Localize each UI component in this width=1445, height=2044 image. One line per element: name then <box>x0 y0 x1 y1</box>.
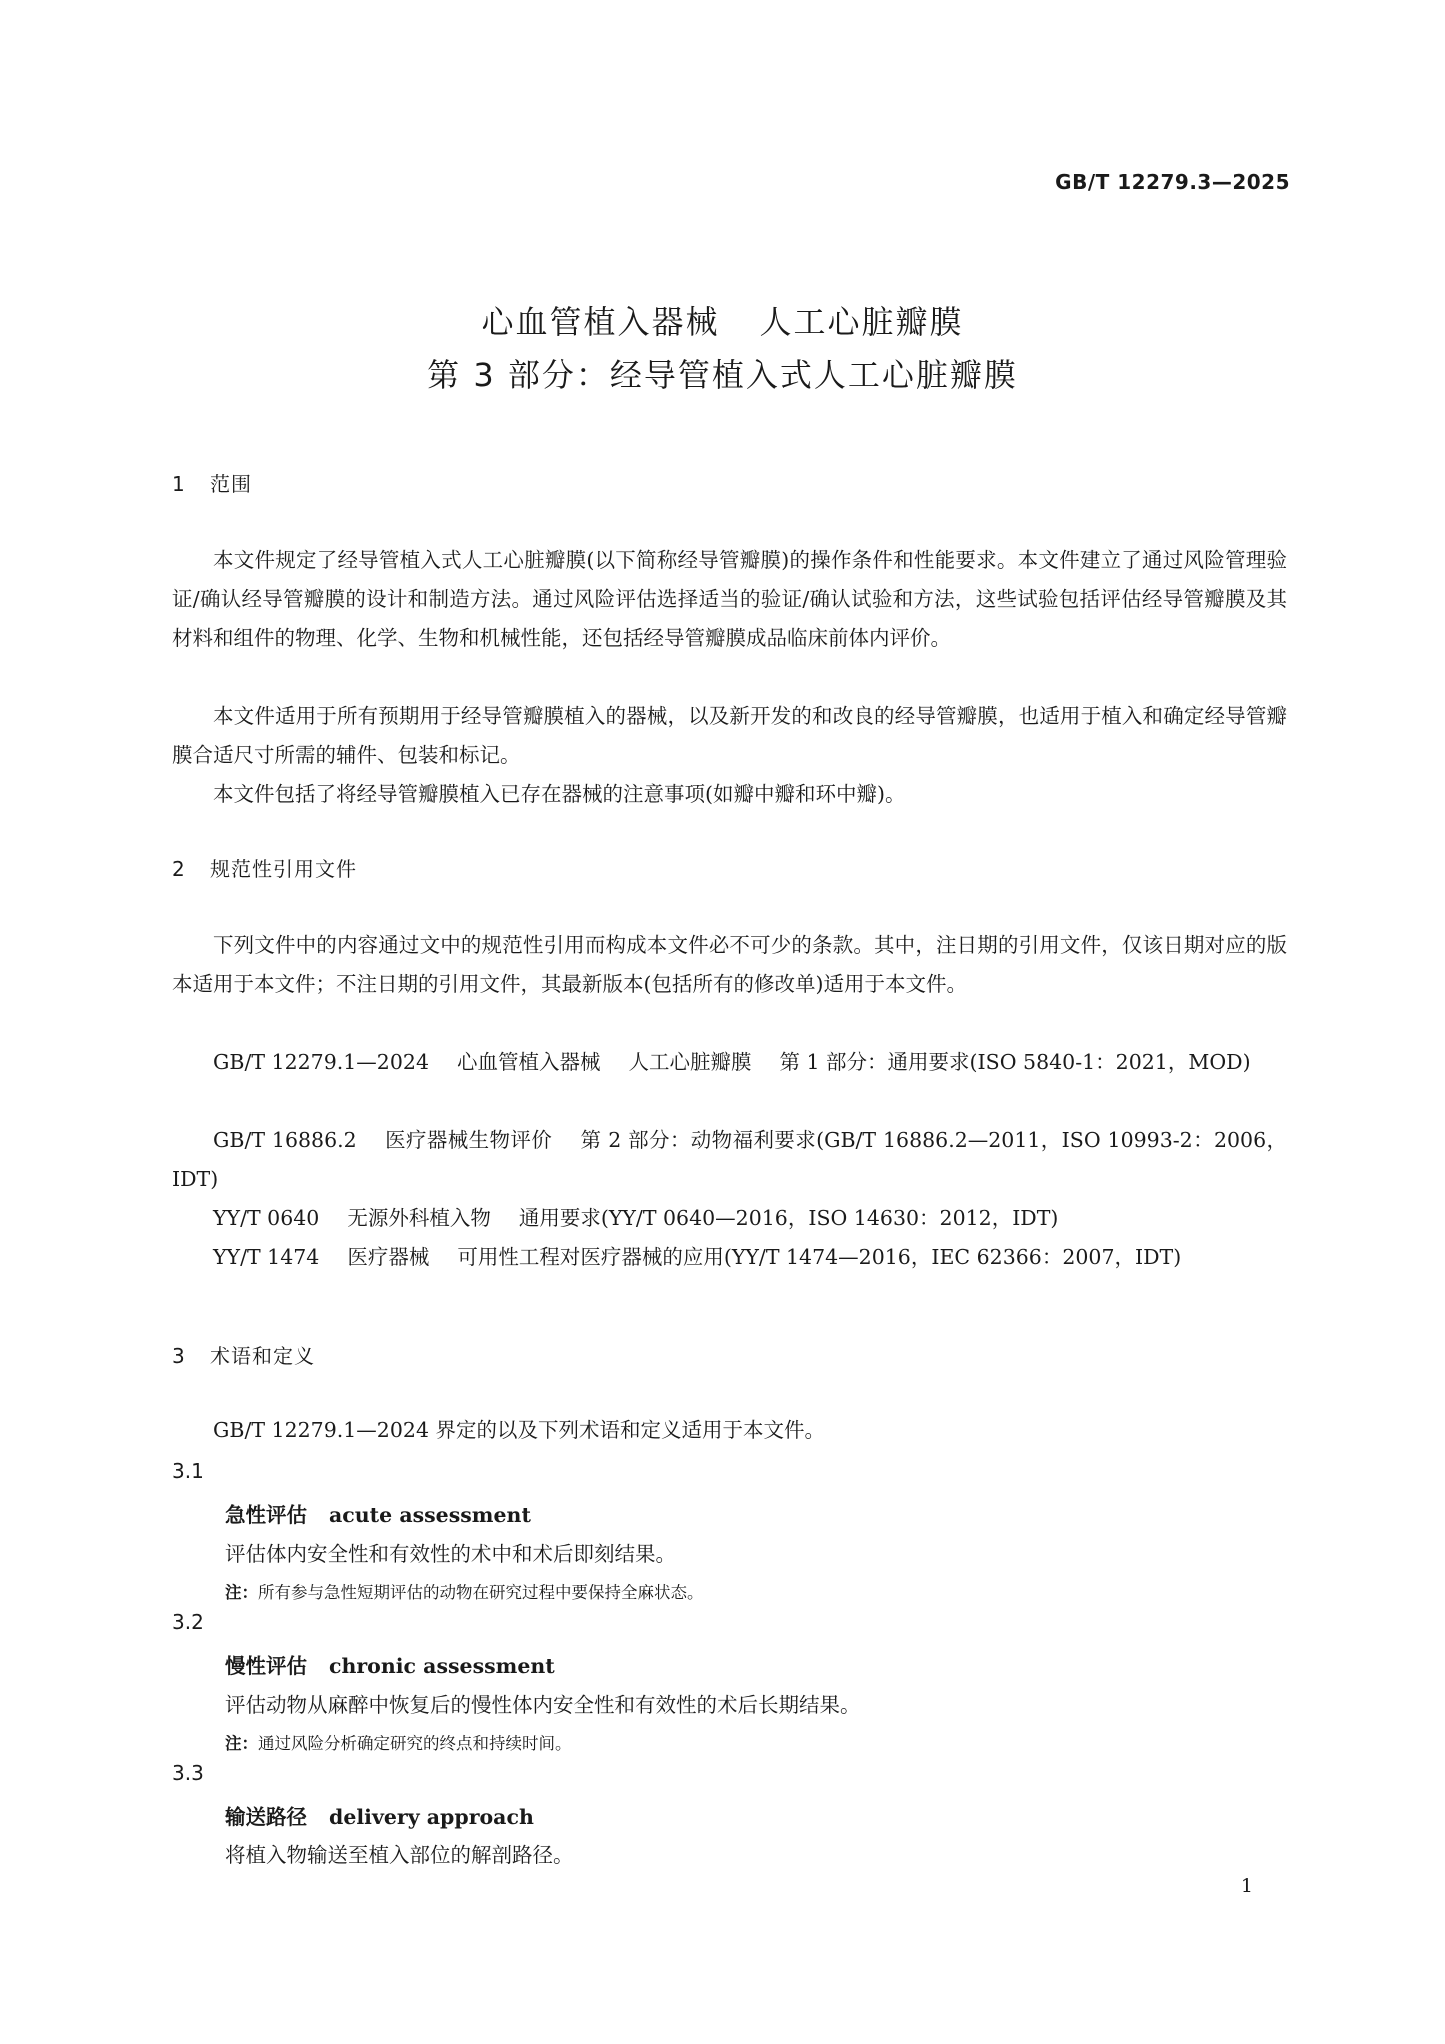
reference-title-b: 第 2 部分：动物福利要求(GB/T 16886.2—2011，ISO 10993-2：2006，IDT) <box>172 1128 1288 1191</box>
section-number: 2 <box>172 857 186 881</box>
reference-title-b: 可用性工程对医疗器械的应用(YY/T 1474—2016，IEC 62366：2007，IDT) <box>457 1245 1182 1269</box>
reference-title-b: 通用要求(YY/T 0640—2016，ISO 14630：2012，IDT) <box>518 1206 1059 1230</box>
term-definition: 评估动物从麻醉中恢复后的慢性体内安全性和有效性的术后长期结果。 <box>225 1693 861 1717</box>
term-title-zh: 输送路径 <box>225 1805 307 1829</box>
term-number: 3.1 <box>172 1459 204 1483</box>
reference-title-c: 第 1 部分：通用要求(ISO 5840-1：2021，MOD) <box>779 1050 1251 1074</box>
reference-title-a: 无源外科植入物 <box>347 1206 491 1230</box>
term-number: 3.3 <box>172 1761 204 1785</box>
term-title <box>225 1649 555 1679</box>
note-text: 通过风险分析确定研究的终点和持续时间。 <box>258 1734 572 1753</box>
section-number: 1 <box>172 472 186 496</box>
section-number: 3 <box>172 1344 186 1368</box>
document-title-line2: 第 3 部分：经导管植入式人工心脏瓣膜 <box>427 356 1018 394</box>
section-1-heading <box>172 468 252 497</box>
term-title-en: delivery approach <box>329 1805 534 1829</box>
scope-paragraph-3: 本文件包括了将经导管瓣膜植入已存在器械的注意事项(如瓣中瓣和环中瓣)。 <box>213 782 906 806</box>
note-label: 注： <box>225 1583 258 1602</box>
document-title-line1 <box>0 297 1445 343</box>
section-title: 术语和定义 <box>210 1344 315 1368</box>
section-3-heading <box>172 1340 315 1369</box>
section-title: 范围 <box>210 472 252 496</box>
reference-item <box>172 1199 1287 1238</box>
term-title-en: acute assessment <box>329 1503 531 1527</box>
reference-code: GB/T 12279.1—2024 <box>213 1050 429 1074</box>
normative-intro: 下列文件中的内容通过文中的规范性引用而构成本文件必不可少的条款。其中，注日期的引用文件，仅该日期对应的版本适用于本文件；不注日期的引用文件，其最新版本(包括所有的修改单)适用于本文件。 <box>172 933 1287 996</box>
reference-item <box>172 1043 1287 1082</box>
terms-intro: GB/T 12279.1—2024 界定的以及下列术语和定义适用于本文件。 <box>213 1418 825 1442</box>
note-text: 所有参与急性短期评估的动物在研究过程中要保持全麻状态。 <box>258 1583 704 1602</box>
section-title: 规范性引用文件 <box>210 857 357 881</box>
page-number: 1 <box>1240 1875 1253 1897</box>
term-title-en: chronic assessment <box>329 1654 555 1678</box>
reference-item <box>172 1121 1287 1199</box>
title-part-a: 心血管植入器械 <box>481 303 720 341</box>
scope-paragraph-1: 本文件规定了经导管植入式人工心脏瓣膜(以下简称经导管瓣膜)的操作条件和性能要求。本文件建立了通过风险管理验证/确认经导管瓣膜的设计和制造方法。通过风险评估选择适当的验证/确认试验和方法，这些试验包括评估经导管瓣膜及其材料和组件的物理、化学、生物和机械性能，还包括经导管瓣膜成品临床前体内评价。 <box>172 548 1287 650</box>
term-definition: 将植入物输送至植入部位的解剖路径。 <box>225 1843 574 1867</box>
term-title-zh: 急性评估 <box>225 1503 307 1527</box>
term-title <box>225 1800 534 1830</box>
title-part-b: 人工心脏瓣膜 <box>759 303 964 341</box>
reference-code: YY/T 1474 <box>213 1245 320 1269</box>
term-note <box>225 1579 704 1603</box>
term-number: 3.2 <box>172 1610 204 1634</box>
section-2-heading <box>172 853 357 882</box>
term-note <box>225 1730 572 1754</box>
reference-item <box>172 1238 1287 1277</box>
reference-title-a: 医疗器械生物评价 <box>384 1128 553 1152</box>
standard-code: GB/T 12279.3—2025 <box>1055 170 1290 194</box>
reference-code: GB/T 16886.2 <box>213 1128 357 1152</box>
term-title-zh: 慢性评估 <box>225 1654 307 1678</box>
reference-title-a: 心血管植入器械 <box>456 1050 601 1074</box>
scope-paragraph-2: 本文件适用于所有预期用于经导管瓣膜植入的器械，以及新开发的和改良的经导管瓣膜，也适用于植入和确定经导管瓣膜合适尺寸所需的辅件、包装和标记。 <box>172 704 1287 767</box>
term-title <box>225 1498 531 1528</box>
reference-title-b: 人工心脏瓣膜 <box>628 1050 752 1074</box>
reference-code: YY/T 0640 <box>213 1206 320 1230</box>
term-definition: 评估体内安全性和有效性的术中和术后即刻结果。 <box>225 1542 676 1566</box>
note-label: 注： <box>225 1734 258 1753</box>
reference-title-a: 医疗器械 <box>347 1245 430 1269</box>
